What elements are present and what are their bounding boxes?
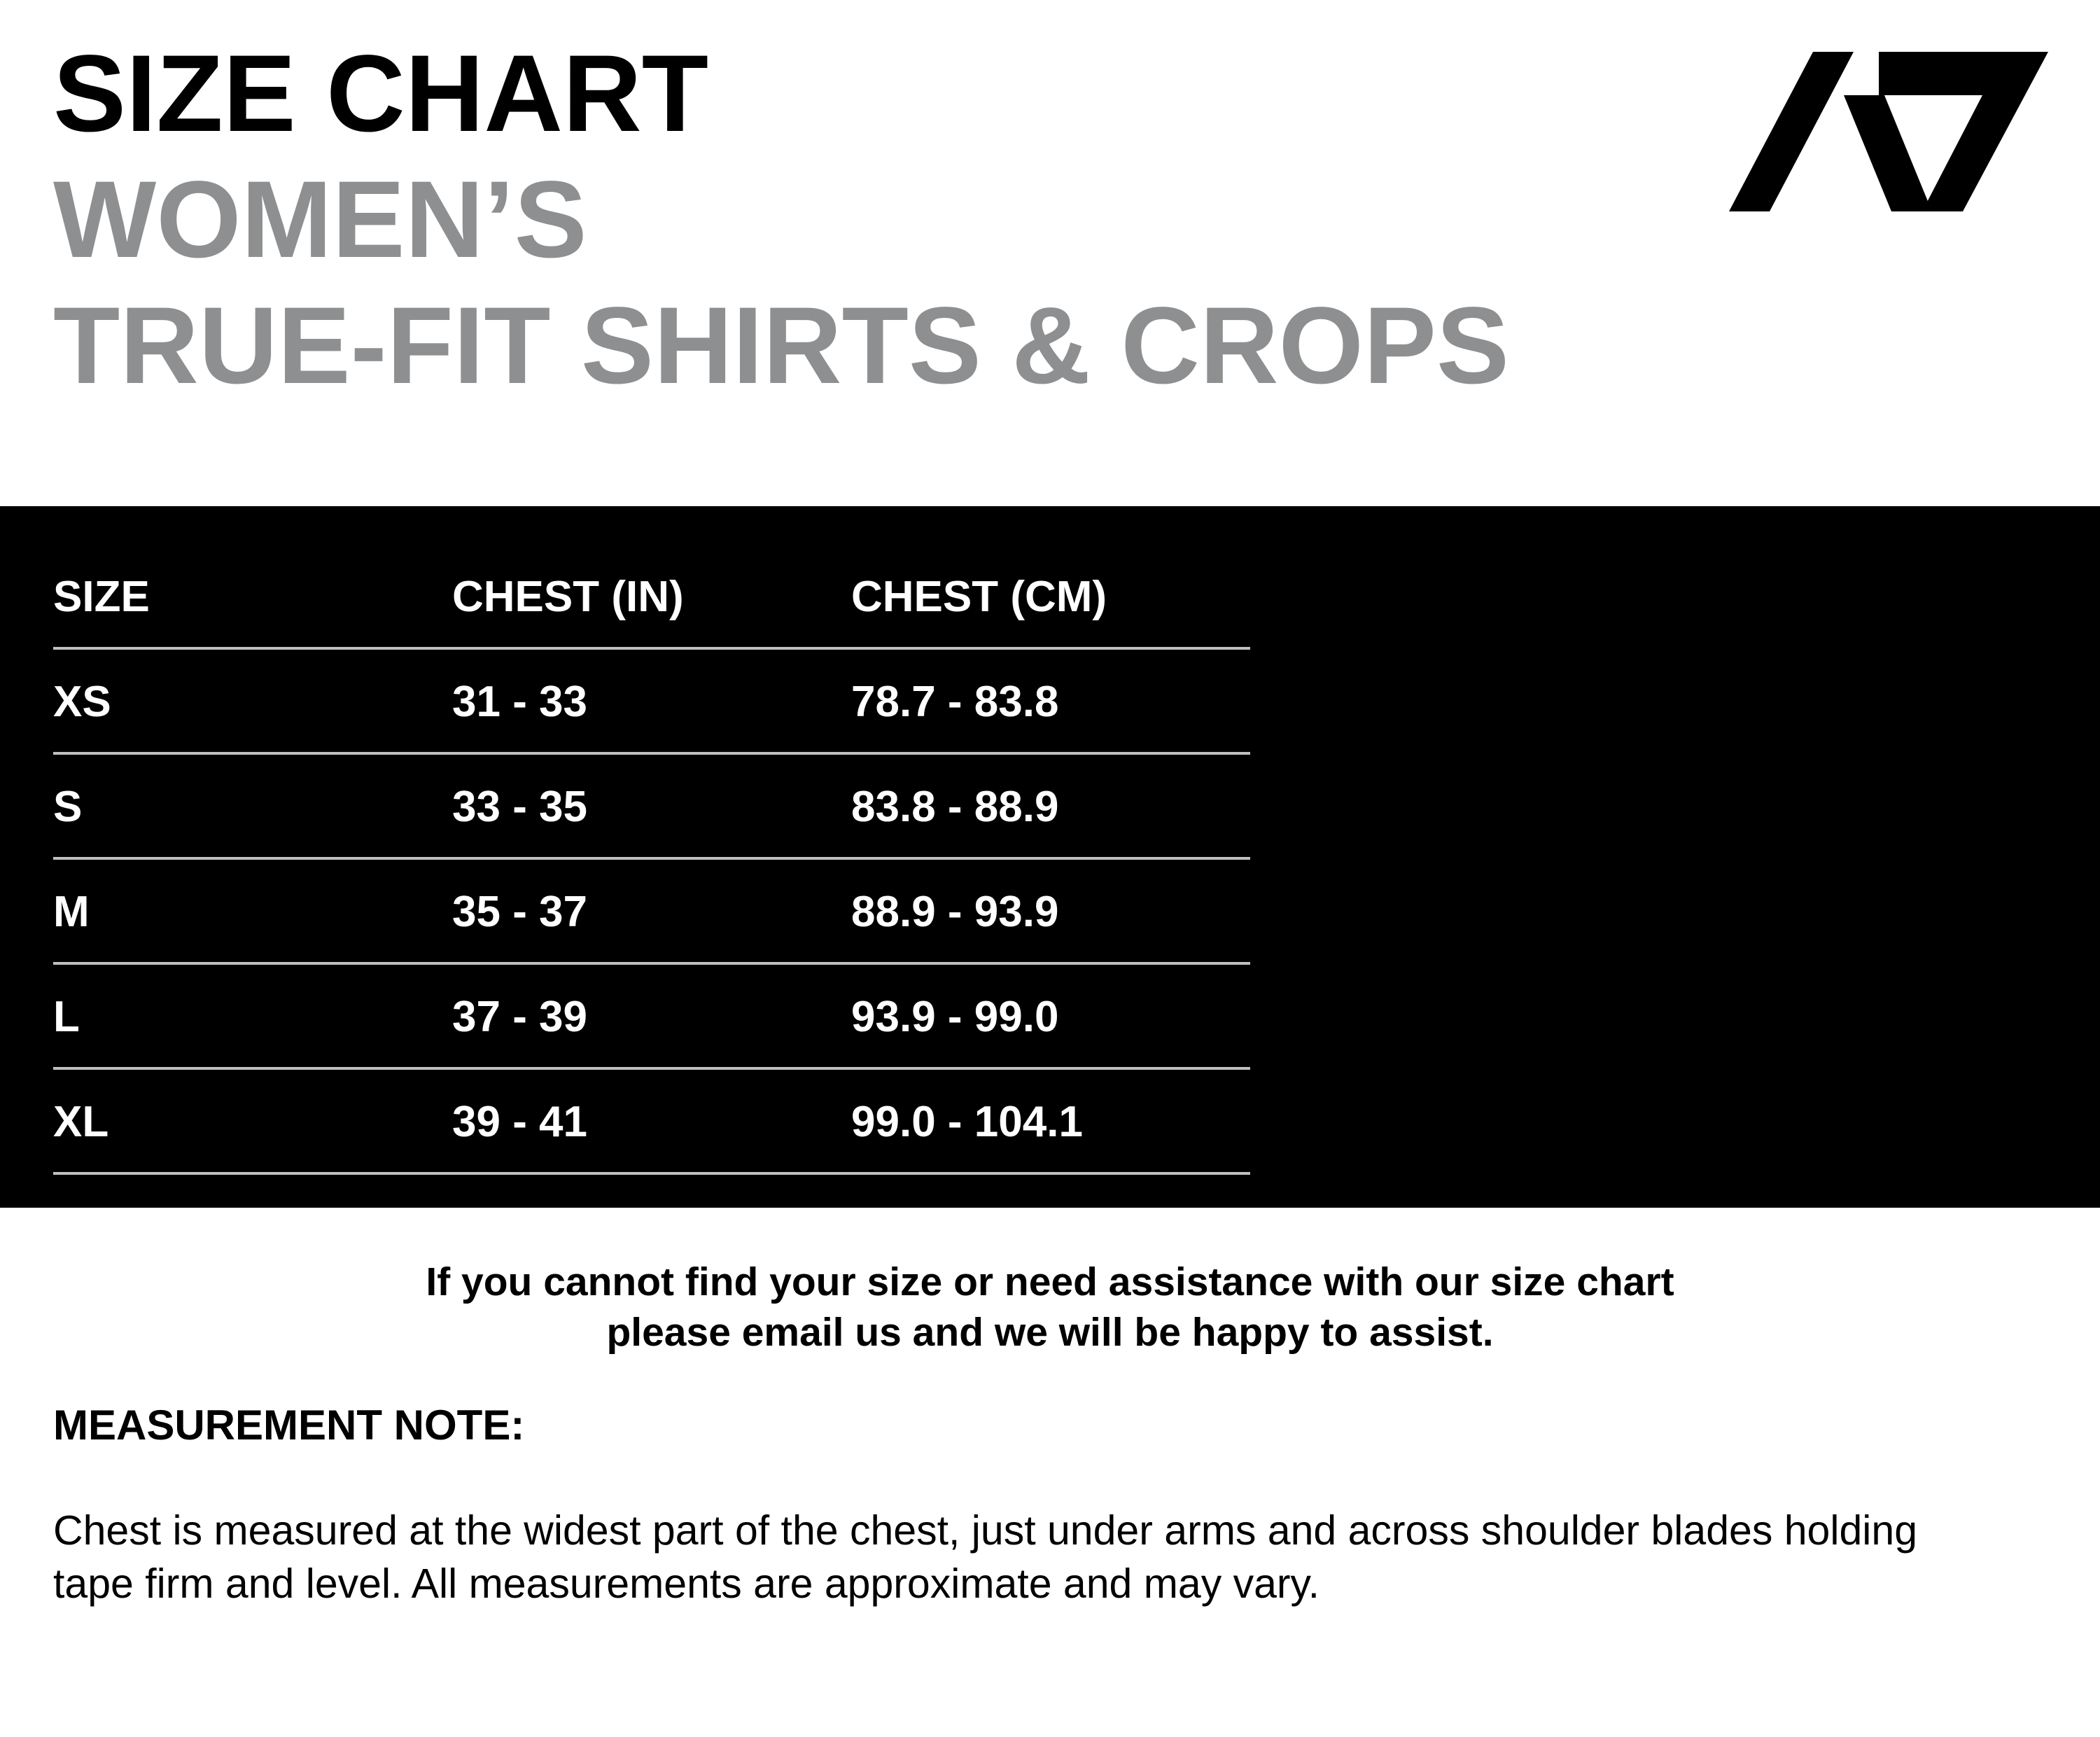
table-row <box>53 860 1250 965</box>
chest-in-cell: 35 - 37 <box>452 888 588 936</box>
size-table-section <box>0 506 2100 1208</box>
table-row <box>53 755 1250 860</box>
header-chest-cm: CHEST (CM) <box>851 573 1107 621</box>
chest-cm-cell: 99.0 - 104.1 <box>851 1098 1083 1146</box>
logo-slash-middle <box>1844 95 1932 211</box>
header-chest-in: CHEST (IN) <box>452 573 684 621</box>
brand-logo-icon <box>1729 52 2048 211</box>
chest-in-cell: 31 - 33 <box>452 678 588 726</box>
measurement-note-line1: Chest is measured at the widest part of the chest, just under arms and across shoulder blades holding <box>53 1507 1918 1554</box>
assistance-message <box>0 1257 2100 1358</box>
chest-cm-cell: 88.9 - 93.9 <box>851 888 1059 936</box>
chest-cm-cell: 78.7 - 83.8 <box>851 678 1059 726</box>
page-subtitle-line2: TRUE-FIT SHIRTS & CROPS <box>53 285 1510 407</box>
size-cell: S <box>53 783 83 831</box>
logo-slash-left <box>1729 52 1854 211</box>
table-row <box>53 965 1250 1070</box>
measurement-note-heading: MEASUREMENT NOTE: <box>53 1402 525 1449</box>
header-size: SIZE <box>53 573 150 621</box>
size-cell: M <box>53 888 90 936</box>
assistance-line2: please email us and we will be happy to assist. <box>606 1310 1494 1355</box>
assistance-line1: If you cannot find your size or need assistance with our size chart <box>426 1260 1674 1304</box>
page-title: SIZE CHART <box>53 33 708 155</box>
chest-in-cell: 37 - 39 <box>452 993 588 1041</box>
measurement-note-line2: tape firm and level. All measurements are approximate and may vary. <box>53 1561 1320 1607</box>
header <box>53 31 1509 409</box>
table-header-row <box>53 545 1250 650</box>
table-row <box>53 1070 1250 1175</box>
size-cell: L <box>53 993 80 1041</box>
chest-in-cell: 33 - 35 <box>452 783 588 831</box>
chest-in-cell: 39 - 41 <box>452 1098 588 1146</box>
size-table <box>53 545 1250 1175</box>
chest-cm-cell: 93.9 - 99.0 <box>851 993 1059 1041</box>
size-cell: XL <box>53 1098 109 1146</box>
page-subtitle-line1: WOMEN’S <box>53 159 587 281</box>
chest-cm-cell: 83.8 - 88.9 <box>851 783 1059 831</box>
measurement-note-body <box>53 1504 2055 1610</box>
table-row <box>53 650 1250 755</box>
size-cell: XS <box>53 678 111 726</box>
